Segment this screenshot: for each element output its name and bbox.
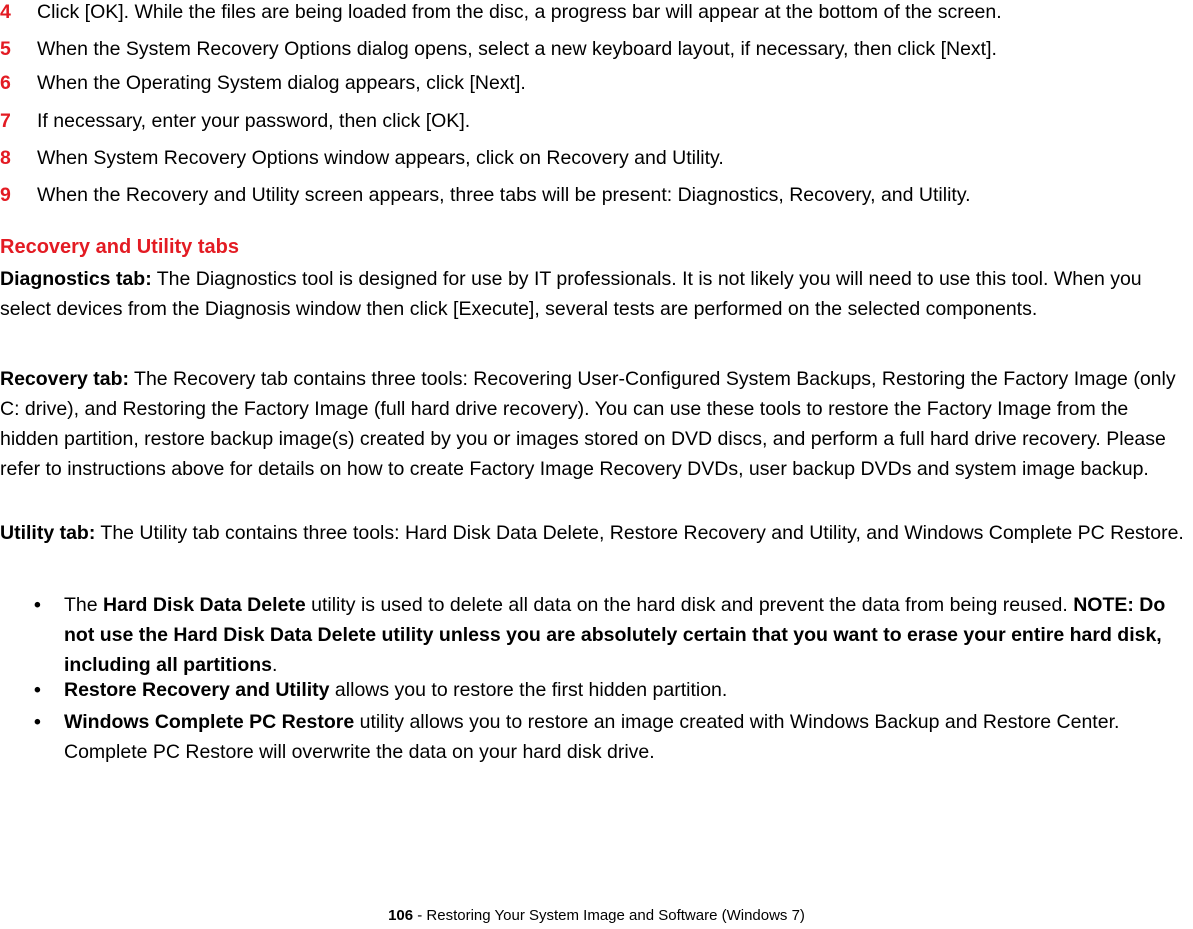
utility-label: Utility tab: — [0, 522, 96, 544]
section-heading: Recovery and Utility tabs — [0, 236, 239, 258]
diagnostics-text: The Diagnostics tool is designed for use by IT professionals. It is not likely you will need to use this tool. When you select devices from the Diagnosis window then click [Execute], several tests are performed on the selected components. — [0, 268, 1142, 320]
step-number: 8 — [0, 147, 11, 169]
page-footer — [0, 906, 1193, 926]
step-text: When the System Recovery Options dialog opens, select a new keyboard layout, if necessary, then click [Next]. — [37, 38, 997, 60]
bullet-bold-term: Windows Complete PC Restore — [64, 711, 355, 733]
bullet-note: NOTE: Do not use the Hard Disk Data Delete utility unless you are absolutely certain that you want to erase your entire hard disk, including all partitions — [64, 594, 1166, 676]
recovery-label: Recovery tab: — [0, 368, 129, 390]
step-number: 7 — [0, 110, 11, 132]
utility-text: The Utility tab contains three tools: Hard Disk Data Delete, Restore Recovery and Utility, and Windows Complete PC Restore. — [95, 522, 1184, 544]
bullet-suffix: . — [272, 654, 278, 676]
step-text: If necessary, enter your password, then click [OK]. — [37, 110, 471, 132]
bullet-bold-term: Hard Disk Data Delete — [103, 594, 306, 616]
bullet-text: utility allows you to restore an image created with Windows Backup and Restore Center. Complete PC Restore will overwrite the data on your hard disk drive. — [64, 711, 1120, 763]
step-number: 4 — [0, 1, 11, 23]
recovery-paragraph — [0, 364, 1192, 484]
step-text: When the Operating System dialog appears, click [Next]. — [37, 72, 526, 94]
footer-title: - Restoring Your System Image and Software (Windows 7) — [413, 907, 805, 924]
bullet-bold-term: Restore Recovery and Utility — [64, 679, 330, 701]
step-number: 9 — [0, 184, 11, 206]
page-number: 106 — [388, 907, 414, 924]
utility-paragraph — [0, 518, 1192, 548]
step-number: 5 — [0, 38, 11, 60]
bullet-icon: • — [34, 679, 41, 701]
bullet-text: utility is used to delete all data on the hard disk and prevent the data from being reused. — [305, 594, 1074, 616]
recovery-text: The Recovery tab contains three tools: Recovering User-Configured System Backups, Restoring the Factory Image (only C: drive), and Restoring the Factory Image (full hard drive recovery). You can use these tools to restore the Factory Image from the hidden partition, restore backup image(s) created by you or images stored on DVD discs, and perform a full hard drive recovery. Please refer to instructions above for details on how to create Factory Image Recovery DVDs, user backup DVDs and system image backup. — [0, 368, 1176, 480]
bullet-prefix: The — [64, 594, 104, 616]
bullet-text: allows you to restore the first hidden partition. — [329, 679, 728, 701]
diagnostics-paragraph — [0, 264, 1192, 324]
step-text: When the Recovery and Utility screen appears, three tabs will be present: Diagnostics, Recovery, and Utility. — [37, 184, 971, 206]
step-text: When System Recovery Options window appears, click on Recovery and Utility. — [37, 147, 724, 169]
bullet-icon: • — [34, 594, 41, 616]
bullet-icon: • — [34, 711, 41, 733]
step-text: Click [OK]. While the files are being loaded from the disc, a progress bar will appear at the bottom of the screen. — [37, 1, 1002, 23]
step-number: 6 — [0, 72, 11, 94]
diagnostics-label: Diagnostics tab: — [0, 268, 152, 290]
